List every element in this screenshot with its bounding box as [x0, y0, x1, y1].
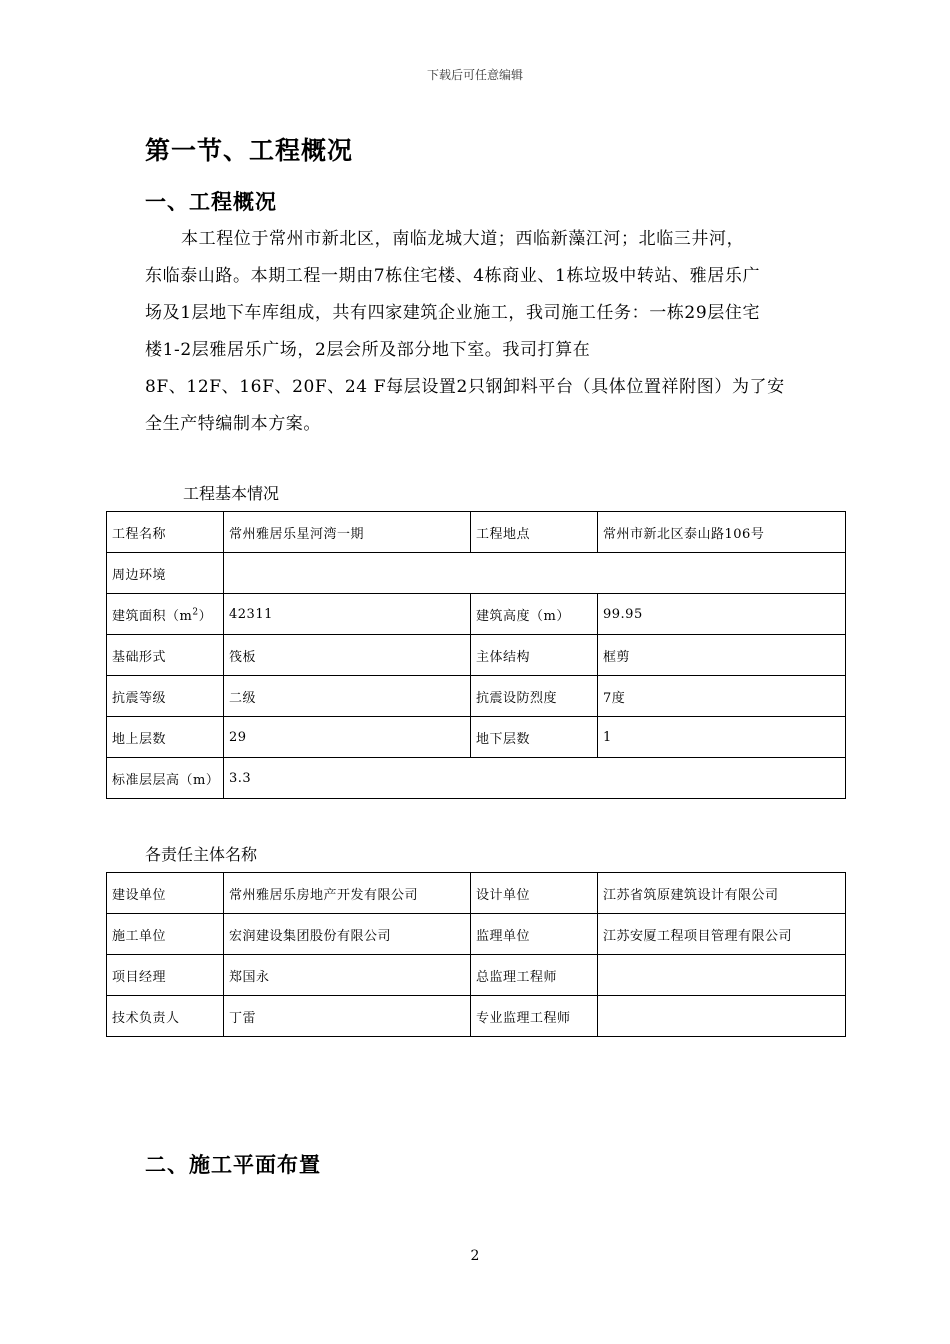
table-cell-label: 工程地点: [471, 512, 598, 553]
table-row: [107, 996, 846, 1037]
table-cell-label: 建设单位: [107, 873, 224, 914]
table-cell-value: 1: [598, 717, 846, 758]
table-cell-label: 周边环境: [107, 553, 224, 594]
paragraph-line: 全生产特编制本方案。: [145, 414, 321, 434]
table-cell-label: 抗震等级: [107, 676, 224, 717]
table-cell-label: [107, 594, 224, 635]
subsection-title-site-layout: 二、施工平面布置: [145, 1153, 321, 1177]
table-cell-label: 设计单位: [471, 873, 598, 914]
table-cell-value: 7度: [598, 676, 846, 717]
table-row: [107, 717, 846, 758]
superscript: 2: [192, 607, 199, 618]
table-cell-label: 基础形式: [107, 635, 224, 676]
table-cell-value: 框剪: [598, 635, 846, 676]
table-row: [107, 676, 846, 717]
label-text: 建筑面积（m: [112, 608, 193, 624]
table-cell-value: 29: [224, 717, 471, 758]
page-number: 2: [470, 1248, 480, 1264]
section-title: 第一节、工程概况: [145, 136, 354, 165]
table-cell-value: 筏板: [224, 635, 471, 676]
table-cell-value: 江苏安厦工程项目管理有限公司: [598, 914, 846, 955]
table-cell-value: 江苏省筑原建筑设计有限公司: [598, 873, 846, 914]
table-row: [107, 594, 846, 635]
table-cell-label: 地下层数: [471, 717, 598, 758]
table-row: [107, 512, 846, 553]
table-cell-label: 抗震设防烈度: [471, 676, 598, 717]
paragraph-line: 本工程位于常州市新北区，南临龙城大道；西临新藻江河；北临三井河，: [181, 229, 745, 249]
table-row: [107, 758, 846, 799]
label-suffix: ）: [198, 608, 213, 624]
table-cell-label: 主体结构: [471, 635, 598, 676]
table-row: [107, 635, 846, 676]
table-cell-label: 专业监理工程师: [471, 996, 598, 1037]
table-cell-label: 监理单位: [471, 914, 598, 955]
table-cell-label: 标准层层高（m）: [107, 758, 224, 799]
table-cell-value: [598, 955, 846, 996]
table-cell-value: 3.3: [224, 758, 846, 799]
table-cell-value: 宏润建设集团股份有限公司: [224, 914, 471, 955]
table-caption-responsible-parties: 各责任主体名称: [145, 845, 258, 864]
table-cell-value: 二级: [224, 676, 471, 717]
table-row: [107, 955, 846, 996]
table-cell-label: 总监理工程师: [471, 955, 598, 996]
table-caption-basic-info: 工程基本情况: [183, 484, 280, 503]
table-cell-value: [598, 996, 846, 1037]
table-cell-label: 技术负责人: [107, 996, 224, 1037]
paragraph-line: 东临泰山路。本期工程一期由7栋住宅楼、4栋商业、1栋垃圾中转站、雅居乐广: [145, 266, 761, 286]
basic-info-table: [106, 511, 846, 799]
table-cell-label: 建筑高度（m）: [471, 594, 598, 635]
table-cell-label: 项目经理: [107, 955, 224, 996]
paragraph-line: 楼1-2层雅居乐广场，2层会所及部分地下室。我司打算在: [145, 340, 591, 360]
table-row: [107, 914, 846, 955]
table-row: [107, 873, 846, 914]
table-cell-value: 99.95: [598, 594, 846, 635]
table-cell-value: 丁雷: [224, 996, 471, 1037]
header-note: 下载后可任意编辑: [426, 68, 523, 82]
table-cell-label: 地上层数: [107, 717, 224, 758]
subsection-title-overview: 一、工程概况: [145, 190, 277, 214]
table-cell-label: 工程名称: [107, 512, 224, 553]
table-cell-value: 常州市新北区泰山路106号: [598, 512, 846, 553]
table-cell-value: 常州雅居乐房地产开发有限公司: [224, 873, 471, 914]
table-cell-value: 郑国永: [224, 955, 471, 996]
responsible-parties-table: [106, 872, 846, 1037]
table-row: [107, 553, 846, 594]
paragraph-line: 8F、12F、16F、20F、24 F每层设置2只钢卸料平台（具体位置祥附图）为了安: [145, 377, 785, 397]
overview-paragraph: [145, 221, 810, 443]
table-cell-value: [224, 553, 846, 594]
table-cell-value: 42311: [224, 594, 471, 635]
table-cell-label: 施工单位: [107, 914, 224, 955]
paragraph-line: 场及1层地下车库组成，共有四家建筑企业施工，我司施工任务：一栋29层住宅: [145, 303, 761, 323]
table-cell-value: 常州雅居乐星河湾一期: [224, 512, 471, 553]
